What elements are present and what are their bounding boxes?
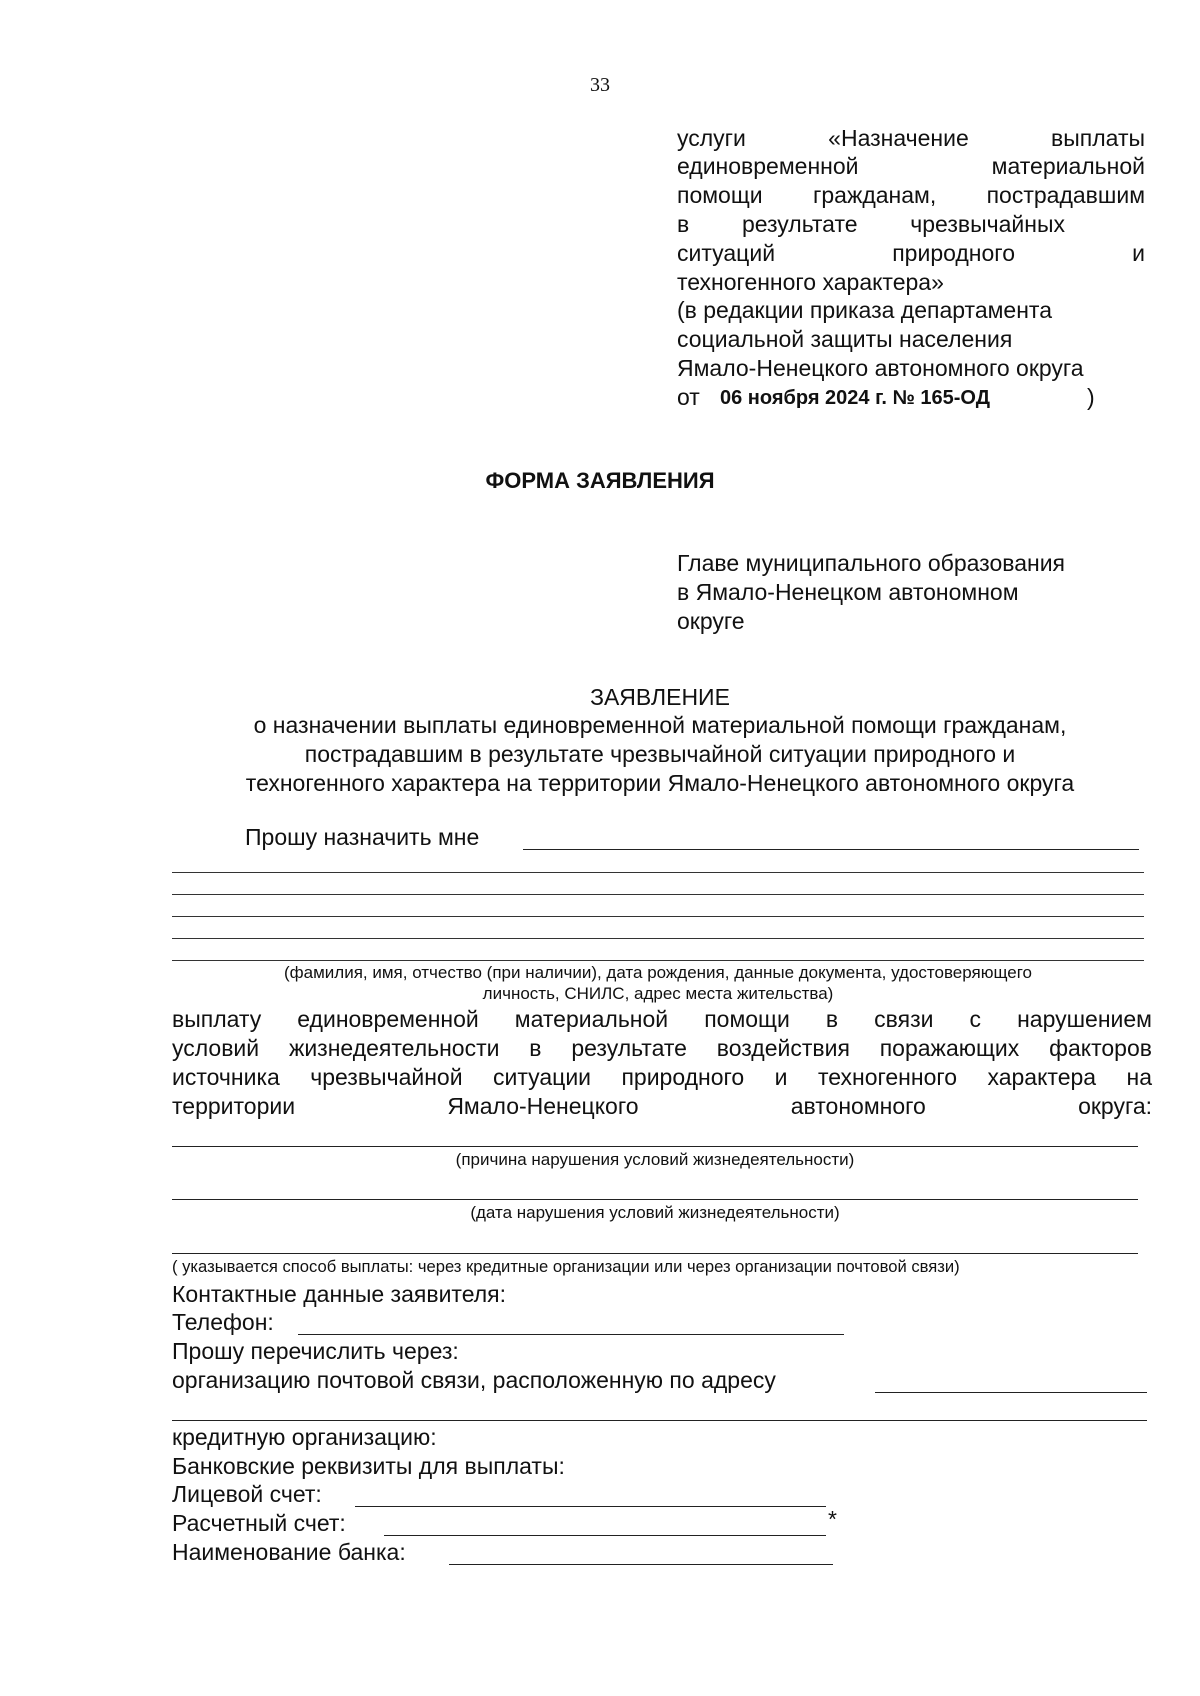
applicant-line[interactable]	[172, 960, 1144, 961]
page-number: 33	[590, 74, 610, 96]
header-line-5: ситуаций природного и	[677, 240, 1146, 266]
header-line-8: социальной защиты населения	[677, 326, 1013, 352]
contacts-label: Контактные данные заявителя:	[172, 1281, 506, 1307]
body-line: выплату единовременной материальной помощи в связи с нарушением	[172, 1006, 1152, 1032]
settlement-account-label: Расчетный счет:	[172, 1510, 346, 1536]
header-line-2: единовременной материальной	[677, 153, 1145, 179]
form-title: ФОРМА ЗАЯВЛЕНИЯ	[485, 468, 715, 493]
header-line-4: в результате чрезвычайных	[677, 211, 1065, 237]
order-prefix: от	[677, 384, 700, 410]
body-line: условий жизнедеятельности в результате воздействия поражающих факторов	[172, 1035, 1152, 1061]
statement-subtitle-line: о назначении выплаты единовременной материальной помощи гражданам,	[253, 712, 1067, 738]
bank-name-label: Наименование банка:	[172, 1539, 406, 1565]
asterisk: *	[828, 1506, 837, 1532]
applicant-line[interactable]	[172, 916, 1144, 917]
phone-label: Телефон:	[172, 1309, 274, 1335]
request-label: Прошу назначить мне	[245, 824, 480, 850]
applicant-line[interactable]	[172, 894, 1144, 895]
header-line-1: услуги «Назначение выплаты	[677, 125, 1146, 151]
post-address-field-2[interactable]	[172, 1420, 1147, 1421]
reason-line[interactable]	[172, 1146, 1138, 1147]
method-line[interactable]	[172, 1253, 1138, 1254]
statement-title: ЗАЯВЛЕНИЕ	[590, 684, 730, 710]
bank-name-field[interactable]	[449, 1564, 833, 1565]
body-line: территории Ямало-Ненецкого автономного округа:	[172, 1093, 1153, 1119]
person-hint: личность, СНИЛС, адрес места жительства)	[482, 984, 834, 1003]
statement-subtitle-line: техногенного характера на территории Ямало-Ненецкого автономного округа	[245, 770, 1075, 796]
settlement-account-field[interactable]	[384, 1535, 826, 1536]
transfer-label: Прошу перечислить через:	[172, 1338, 459, 1364]
person-hint: (фамилия, имя, отчество (при наличии), дата рождения, данные документа, удостоверяющего	[284, 963, 1032, 982]
statement-subtitle-line: пострадавшим в результате чрезвычайной ситуации природного и	[304, 741, 1016, 767]
addressee-line: округе	[677, 608, 745, 634]
order-date-number: 06 ноября 2024 г. № 165-ОД	[720, 387, 990, 409]
applicant-line[interactable]	[172, 938, 1144, 939]
personal-account-label: Лицевой счет:	[172, 1481, 322, 1507]
header-line-9: Ямало-Ненецкого автономного округа	[677, 355, 1084, 381]
applicant-line[interactable]	[523, 849, 1139, 850]
header-line-3: помощи гражданам, пострадавшим	[677, 182, 1146, 208]
addressee-line: в Ямало-Ненецком автономном	[677, 579, 1019, 605]
post-address-field[interactable]	[875, 1392, 1147, 1393]
applicant-line[interactable]	[172, 872, 1144, 873]
header-line-7: (в редакции приказа департамента	[677, 297, 1052, 323]
method-hint: ( указывается способ выплаты: через кредитные организации или через организации почтовой связи)	[172, 1257, 960, 1276]
phone-field[interactable]	[298, 1334, 844, 1335]
post-label: организацию почтовой связи, расположенную по адресу	[172, 1367, 776, 1393]
date-hint: (дата нарушения условий жизнедеятельности)	[470, 1203, 840, 1222]
header-line-6: техногенного характера»	[677, 269, 944, 295]
date-line[interactable]	[172, 1199, 1138, 1200]
personal-account-field[interactable]	[355, 1506, 826, 1507]
body-line: источника чрезвычайной ситуации природного и техногенного характера на	[172, 1064, 1152, 1090]
reason-hint: (причина нарушения условий жизнедеятельности)	[455, 1150, 855, 1169]
addressee-line: Главе муниципального образования	[677, 550, 1065, 576]
order-suffix: )	[1087, 384, 1095, 410]
bank-details-label: Банковские реквизиты для выплаты:	[172, 1453, 565, 1479]
credit-label: кредитную организацию:	[172, 1424, 437, 1450]
